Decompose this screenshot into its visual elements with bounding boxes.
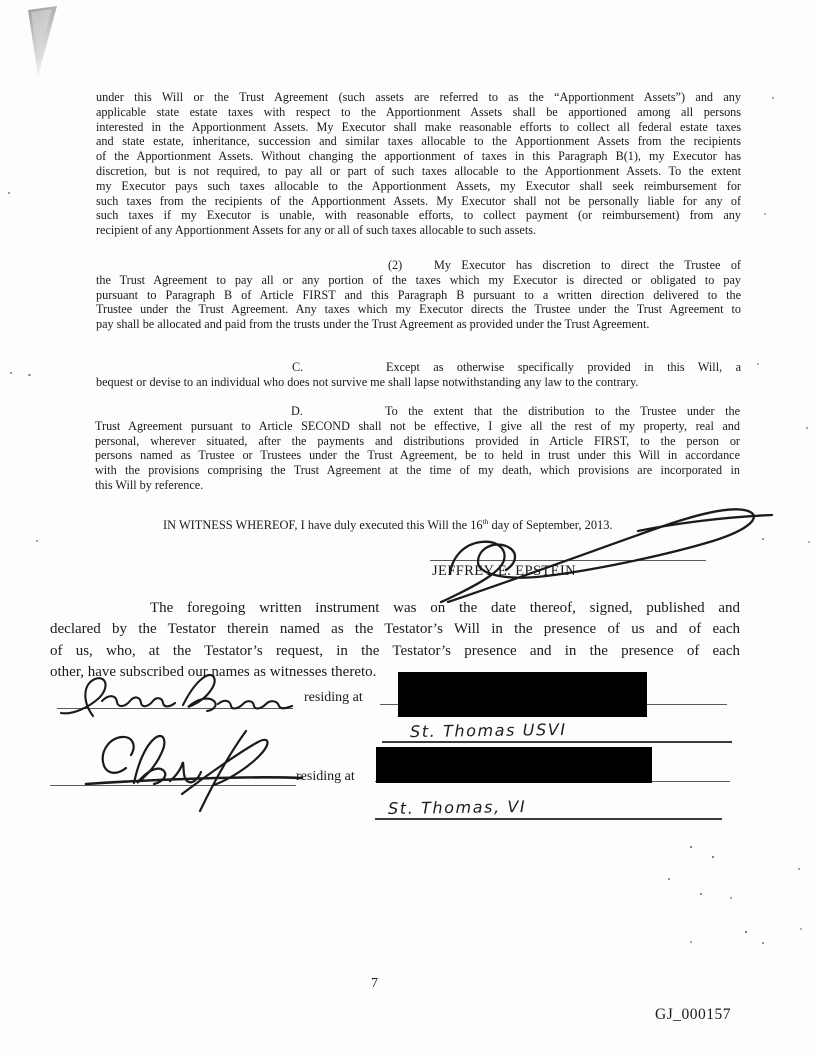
paragraph-d	[95, 404, 740, 493]
paragraph-line: Except as otherwise specifically provided in this Will, a	[386, 360, 741, 374]
paragraph-c	[96, 360, 741, 390]
paragraph-line: with the provisions comprising the Trust Agreement at the time of my death, which provisions are incorporated in	[95, 463, 740, 478]
ordinal-superscript: th	[482, 517, 489, 526]
scan-speck	[712, 856, 714, 858]
paragraph-line: pursuant to Paragraph B of Article FIRST and this Paragraph B pursuant to a written direction delivered to the	[96, 287, 741, 302]
scan-speck	[745, 931, 747, 933]
witness-1-address-line-2	[382, 741, 732, 743]
scan-speck	[800, 928, 802, 930]
paragraph-line: To the extent that the distribution to the Trustee under the	[385, 404, 740, 418]
witness-2-signature-line	[50, 785, 296, 786]
scan-speck	[28, 374, 31, 376]
residing-at-label-1: residing at	[304, 690, 363, 705]
attestation-line: The foregoing written instrument was on the date thereof, signed, published and	[150, 600, 740, 616]
paragraph-line: this Will by reference.	[95, 477, 204, 492]
paragraph-first-line	[95, 404, 740, 419]
paragraph-line: and state estate, inheritance, succession and similar taxes allocable to the Apportionment Assets from the recipients	[96, 134, 741, 149]
attestation-line: other, have subscribed our names as witnesses thereto.	[50, 664, 377, 681]
scan-speck	[36, 540, 38, 542]
paragraph-line: Trust Agreement pursuant to Article SECOND shall not be effective, I give all the rest of my property, real and	[95, 418, 740, 433]
paragraph-line: Trustee under the Trust Agreement. Any taxes which my Executor directs the Trustee under the Trust Agreement to	[96, 302, 741, 317]
scan-speck	[690, 846, 692, 848]
scan-speck	[806, 427, 808, 429]
paragraph-b2	[96, 258, 741, 332]
residing-at-label-2: residing at	[296, 769, 355, 784]
scan-speck	[764, 213, 766, 215]
paragraph-b1	[96, 90, 741, 238]
paragraph-line: under this Will or the Trust Agreement (such assets are referred to as the “Apportionment Assets”) and any	[96, 90, 741, 104]
paragraph-label: D.	[291, 404, 303, 418]
paragraph-line: bequest or devise to an individual who does not survive me shall lapse notwithstanding any law to the contrary.	[96, 374, 639, 389]
paragraph-line: discretion, but is not required, to pay all or part of such taxes allocable to the Apportionment Assets. To the extent	[96, 163, 741, 178]
paragraph-line: interested in the Apportionment Assets. My Executor shall make reasonable efforts to collect all federal estate taxes	[96, 119, 741, 134]
paragraph-line: the Trust Agreement to pay all or any portion of the taxes which my Executor is directed or obligated to pay	[96, 272, 741, 287]
paragraph-line: recipient of any Apportionment Assets for any or all of such taxes allocable to such assets.	[96, 223, 536, 238]
witness-2-signature	[86, 731, 302, 811]
paragraph-line: such taxes if my Executor is unable, with reasonable efforts, to collect payment (or reimbursement) from any	[96, 208, 741, 223]
paragraph-line: my Executor pays such taxes allocable to the Apportionment Assets, my Executor shall seek reimbursement for	[96, 178, 741, 193]
paragraph-line: such taxes from the recipients of the Apportionment Assets. My Executor shall not be personally liable for any of	[96, 193, 741, 208]
paragraph-first-line	[96, 360, 741, 375]
paragraph-label: C.	[292, 360, 304, 374]
paragraph-line: of the Apportionment Assets. Without changing the apportionment of taxes in this Paragraph B(1), my Executor has	[96, 149, 741, 164]
redaction-box-2	[376, 747, 652, 783]
scan-speck	[690, 941, 692, 943]
paragraph-line: applicable state estate taxes with respect to the Apportionment Assets shall be apportioned among all persons	[96, 104, 741, 119]
execution-clause	[163, 514, 763, 533]
scan-speck	[10, 372, 12, 374]
attestation-line: of us, who, at the Testator’s request, in the Testator’s presence and in the presence of each	[50, 642, 740, 659]
testator-signature-line	[430, 560, 706, 561]
scan-speck	[762, 942, 764, 944]
testator-name: JEFFREY E. EPSTEIN	[432, 563, 577, 579]
scan-speck	[808, 541, 810, 543]
execution-clause-text: IN WITNESS WHEREOF, I have duly executed this Will the 16	[163, 518, 483, 533]
attestation-paragraph	[50, 598, 740, 684]
scan-speck	[668, 878, 670, 880]
witness-1-residence-handwriting: St. Thomas USVI	[409, 719, 567, 742]
execution-clause-text: day of September, 2013.	[488, 518, 613, 533]
scan-speck	[8, 192, 10, 194]
scan-speck	[730, 897, 732, 899]
paragraph-line: pay shall be allocated and paid from the trusts under the Trust Agreement as provided under the Trust Agreement.	[96, 317, 650, 332]
paragraph-first-line	[96, 258, 741, 273]
witness-2-address-line-2	[375, 818, 722, 820]
redaction-box-1	[398, 672, 647, 717]
paragraph-label: (2)	[388, 258, 403, 272]
bates-number: GJ_000157	[655, 1006, 731, 1023]
paragraph-line: persons named as Trustee or Trustees under the Trust Agreement, be to held in trust under this Will in accordance	[95, 448, 740, 463]
page-number: 7	[371, 976, 378, 991]
paragraph-line: My Executor has discretion to direct the Trustee of	[434, 258, 741, 272]
scan-speck	[798, 868, 800, 870]
witness-2-residence-handwriting: St. Thomas, VI	[387, 797, 527, 818]
scan-speck	[700, 893, 702, 895]
witness-1-signature-line	[57, 708, 293, 709]
scan-speck	[757, 363, 759, 365]
scan-speck	[772, 97, 774, 99]
scan-speck	[762, 538, 764, 540]
attestation-line: declared by the Testator therein named as the Testator’s Will in the presence of us and of each	[50, 621, 740, 638]
corner-fold-artifact	[0, 0, 90, 95]
paragraph-line: personal, wherever situated, after the payments and distributions provided in Article FIRST, to the person or	[95, 433, 740, 448]
